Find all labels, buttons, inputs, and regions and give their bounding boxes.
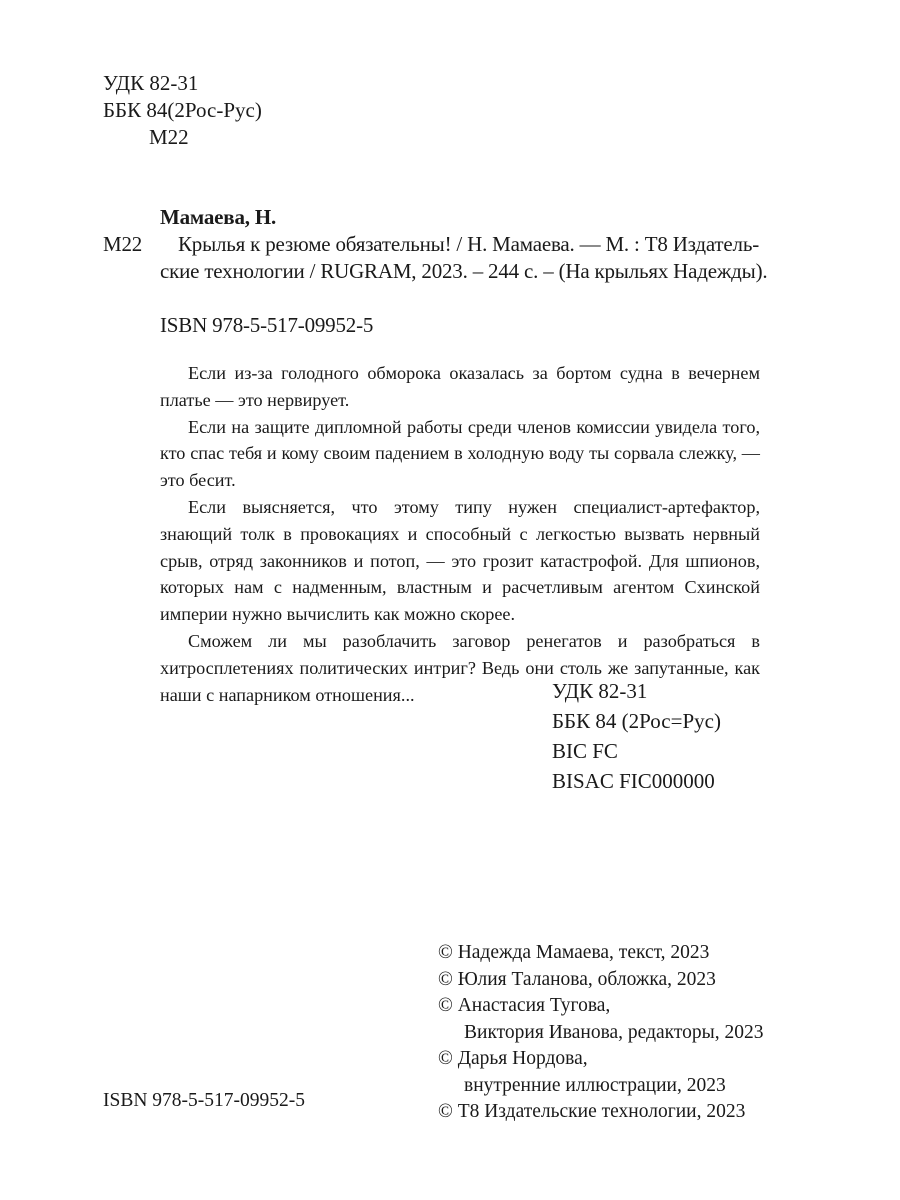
copyright-editors-2: Виктория Иванова, редакторы, 2023 [464,1021,764,1043]
author-mark-top: М22 [149,125,189,149]
annotation-block [160,360,760,708]
bisac-code: BISAC FIC000000 [552,769,715,793]
bib-author-mark: М22 [103,232,143,256]
annotation-paragraph: Сможем ли мы разоблачить заговор ренегатов и разобраться в хитросплетениях политических интриг? Ведь они столь же запутанные, как наши с напарником отношения... [160,630,760,705]
footer-isbn: ISBN 978-5-517-09952-5 [103,1090,306,1111]
bib-author: Мамаева, Н. [160,205,277,229]
udk-code-right: УДК 82-31 [552,679,648,703]
annotation-paragraph: Если на защите дипломной работы среди членов комиссии увидела того, кто спас тебя и кому своим падением в холодную воду ты сорвала слежку, — это бесит. [160,416,760,491]
copyright-cover: © Юлия Таланова, обложка, 2023 [438,968,716,990]
annotation-paragraph: Если выясняется, что этому типу нужен специалист-артефактор, знающий толк в провокациях и способный с легкостью вызвать нервный срыв, отряд законников и потоп, — это грозит катастрофой. Для шпионов, которых нам с надменным, властным и расчетливым агентом Схинской империи нужно вычислить как можно скорее. [160,496,760,625]
udk-code-top: УДК 82-31 [103,71,199,95]
bib-title-line-2: ские технологии / RUGRAM, 2023. – 244 с. – (На крыльях Надежды). [160,259,768,283]
bib-title-line-1: Крылья к резюме обязательны! / Н. Мамаева. — М. : Т8 Издатель- [178,232,759,256]
classification-right [552,676,721,796]
bbk-code-top: ББК 84(2Рос-Рус) [103,98,262,122]
copyright-text: © Надежда Мамаева, текст, 2023 [438,942,710,963]
copyright-publisher: © Т8 Издательские технологии, 2023 [438,1101,746,1122]
copyright-block [438,940,764,1126]
annotation-paragraph: Если из-за голодного обморока оказалась за бортом судна в вечернем платье — это нервирует. [160,363,760,410]
bic-code: BIC FC [552,739,618,763]
bib-isbn: ISBN 978-5-517-09952-5 [160,313,374,337]
copyright-editors-1: © Анастасия Тугова, [438,995,611,1016]
copyright-illustrations-1: © Дарья Нордова, [438,1048,588,1069]
bbk-code-right: ББК 84 (2Рос=Рус) [552,709,721,733]
copyright-illustrations-2: внутренние иллюстрации, 2023 [464,1074,726,1096]
